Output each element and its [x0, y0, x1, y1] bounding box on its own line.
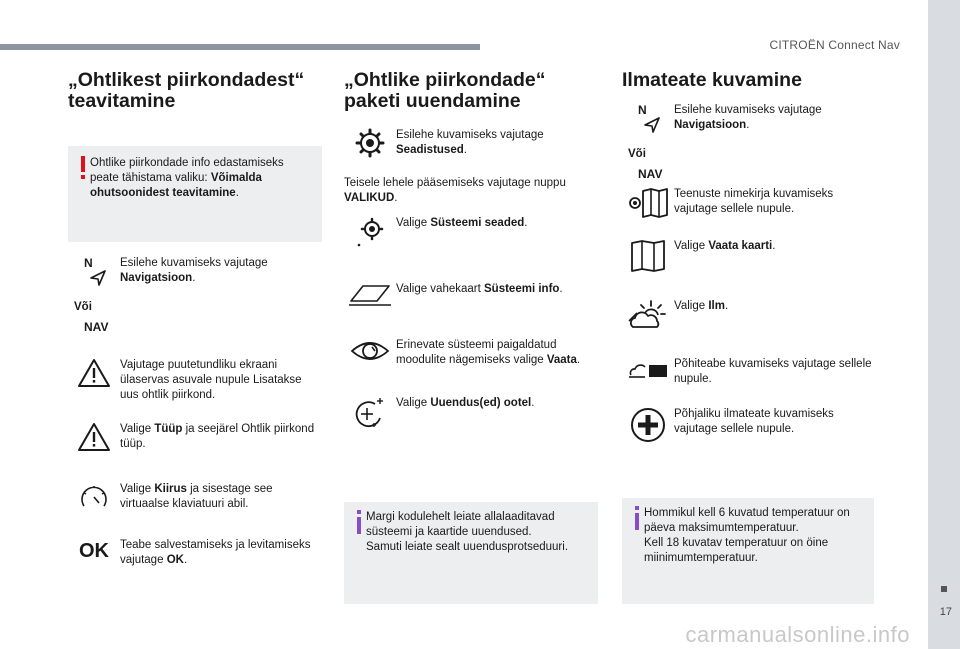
- step-bold: Vaata kaarti: [708, 240, 773, 252]
- info-box: [622, 498, 874, 604]
- step-bold: Tüüp: [154, 423, 183, 435]
- navigation-arrow-icon[interactable]: [642, 115, 662, 135]
- or-label: Või: [628, 148, 646, 160]
- step-system-info: [344, 282, 598, 308]
- page-header-brand: CITROËN Connect Nav: [769, 38, 900, 52]
- step-bold: OK: [166, 554, 184, 566]
- step-text: Valige: [120, 483, 155, 495]
- weather-sun-cloud-icon[interactable]: [627, 299, 669, 331]
- info-line: Kell 18 kuvatav temperatuur on öine miinimumtemperatuur.: [644, 537, 829, 564]
- step-bold: Ilm: [708, 300, 725, 312]
- step-end: .: [724, 300, 729, 312]
- step-text: Teabe salvestamiseks ja levitamiseks vajutage: [120, 539, 311, 566]
- system-settings-icon[interactable]: [353, 216, 387, 250]
- step-end: .: [576, 354, 581, 366]
- watermark: carmanualsonline.info: [685, 622, 910, 647]
- step-text: Teenuste nimekirja kuvamiseks vajutage sellele nupule.: [674, 188, 834, 215]
- step-text: Erinevate süsteemi paigaldatud moodulite nägemiseks valige: [396, 339, 557, 366]
- step-text: Valige: [674, 300, 709, 312]
- warning-text: Ohtlike piirkondade info edastamiseks peate tähistama valiku:: [90, 157, 284, 184]
- step-bold: Seadistused: [396, 144, 464, 156]
- step-settings: [344, 128, 598, 158]
- step-weather: [622, 299, 874, 331]
- step-ok: [68, 538, 322, 568]
- step-pending-updates: [344, 396, 598, 430]
- step-end: .: [746, 119, 750, 131]
- map-icon[interactable]: [630, 239, 666, 273]
- warning-bold: Võimalda ohutsoonidest teavitamine: [90, 172, 262, 199]
- step-end: .: [531, 397, 535, 409]
- step-text: Põhiteabe kuvamiseks vajutage sellele nupule.: [674, 358, 872, 385]
- info-line: Samuti leiate sealt uuendusprotseduuri.: [366, 541, 569, 553]
- step-system-settings: [344, 216, 598, 250]
- pending-updates-icon[interactable]: [353, 396, 387, 430]
- step-end: .: [463, 144, 467, 156]
- navigation-arrow-icon[interactable]: [88, 268, 108, 288]
- nav-button-label[interactable]: NAV: [84, 320, 109, 334]
- column-update-package: [344, 69, 598, 553]
- step-services: [622, 187, 874, 219]
- or-label: Või: [74, 301, 92, 313]
- step-end: .: [524, 217, 528, 229]
- step-text: Esilehe kuvamiseks vajutage: [120, 257, 268, 269]
- warning-triangle-icon[interactable]: [77, 422, 111, 452]
- warning-mark-icon: [76, 156, 90, 180]
- column-danger-zones: [68, 70, 322, 568]
- step-bold: Süsteemi seaded: [430, 217, 525, 229]
- step-end: .: [559, 283, 563, 295]
- step-end: .: [772, 240, 776, 252]
- warning-triangle-icon[interactable]: [77, 358, 111, 388]
- step-end: ja seejärel Ohtlik piirkond tüüp.: [120, 423, 315, 450]
- top-accent-bar: [0, 44, 480, 50]
- map-settings-icon[interactable]: [627, 187, 669, 219]
- section-title: Ilmateate kuvamine: [622, 69, 802, 91]
- step-bold: Süsteemi info: [484, 283, 560, 295]
- step-text: Vajutage puutetundliku ekraani ülaservas asuvale nupule Lisatakse uus ohtlik piirkond.: [120, 359, 302, 401]
- step-add-zone: [68, 358, 322, 403]
- page-side-strip: [928, 0, 960, 649]
- para-text: Teisele lehele pääsemiseks vajutage nuppu: [344, 177, 566, 189]
- settings-gear-icon[interactable]: [355, 128, 385, 158]
- warning-box: [68, 146, 322, 242]
- step-end: .: [192, 272, 196, 284]
- north-label: N: [638, 103, 647, 117]
- step-text: Valige: [120, 423, 155, 435]
- step-bold: Navigatsioon: [674, 119, 747, 131]
- step-view-map: [622, 239, 874, 273]
- column-weather: [622, 69, 874, 564]
- nav-button-label[interactable]: NAV: [638, 167, 663, 181]
- step-end: .: [183, 554, 188, 566]
- page-marker: [941, 586, 947, 592]
- info-line: Margi kodulehelt leiate allalaaditavad süsteemi ja kaartide uuendused.: [366, 511, 555, 538]
- north-label: N: [84, 256, 93, 270]
- add-plus-icon[interactable]: [630, 407, 666, 443]
- step-navigation: [68, 256, 322, 342]
- step-navigation: [622, 103, 874, 189]
- section-title: „Ohtlike piirkondade“ paketi uuendamine: [344, 69, 546, 112]
- step-bold: Kiirus: [154, 483, 187, 495]
- step-bold: Uuendus(ed) ootel: [430, 397, 532, 409]
- step-detailed-info: [622, 407, 874, 443]
- step-text: Valige: [396, 397, 431, 409]
- step-text: Valige vahekaart: [396, 283, 485, 295]
- info-mark-icon: [352, 510, 366, 534]
- step-text: Valige: [396, 217, 431, 229]
- step-view: [344, 338, 598, 368]
- weather-basic-icon[interactable]: [627, 357, 669, 381]
- step-bold: Vaata: [546, 354, 577, 366]
- step-bold: Navigatsioon: [120, 272, 193, 284]
- step-basic-info: [622, 357, 874, 387]
- warning-end: .: [235, 187, 239, 199]
- step-type: [68, 422, 322, 452]
- step-text: Valige: [674, 240, 709, 252]
- step-text: Põhjaliku ilmateate kuvamiseks vajutage sellele nupule.: [674, 408, 834, 435]
- step-end: ja sisestage see virtuaalse klaviatuuri abil.: [120, 483, 273, 510]
- info-box: [344, 502, 598, 604]
- para-end: .: [394, 192, 398, 204]
- step-text: Esilehe kuvamiseks vajutage: [674, 104, 822, 116]
- para-bold: VALIKUD: [344, 192, 395, 204]
- eye-icon[interactable]: [350, 338, 390, 364]
- speedometer-icon[interactable]: [79, 482, 109, 510]
- system-info-tab-icon[interactable]: [347, 282, 393, 308]
- ok-button[interactable]: OK: [79, 540, 109, 562]
- step-text: Esilehe kuvamiseks vajutage: [396, 129, 544, 141]
- step-speed: [68, 482, 322, 512]
- info-mark-icon: [630, 506, 644, 530]
- options-paragraph: [344, 176, 598, 206]
- info-line: Hommikul kell 6 kuvatud temperatuur on päeva maksimumtemperatuur.: [644, 507, 850, 534]
- section-title: „Ohtlikest piirkondadest“ teavitamine: [68, 69, 305, 112]
- page-number: 17: [939, 606, 952, 618]
